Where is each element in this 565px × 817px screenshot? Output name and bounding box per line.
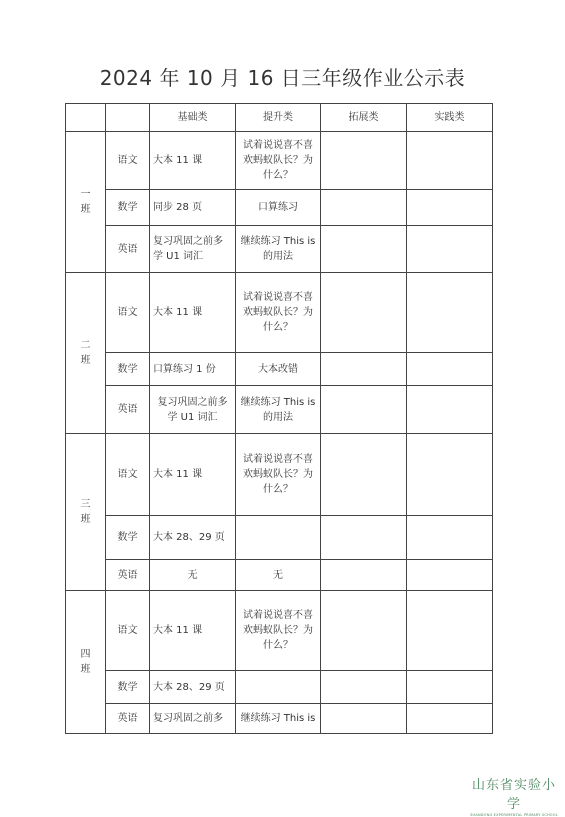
class-name-line: 三 (80, 499, 91, 510)
subject-cell: 语文 (106, 132, 150, 190)
subject-cell: 英语 (106, 226, 150, 273)
basic-cell: 大本 11 课 (150, 434, 236, 516)
header-extend: 拓展类 (321, 104, 407, 132)
subject-cell: 数学 (106, 353, 150, 386)
page-title: 2024 年 10 月 16 日三年级作业公示表 (99, 66, 466, 90)
practice-cell (407, 704, 493, 734)
table-row (66, 560, 493, 591)
extend-cell (321, 353, 407, 386)
extend-cell (321, 560, 407, 591)
basic-cell: 大本 28、29 页 (150, 516, 236, 560)
class-name-line: 二 (80, 340, 91, 351)
header-improve: 提升类 (236, 104, 321, 132)
table-row (66, 353, 493, 386)
table-row (66, 190, 493, 226)
extend-cell (321, 516, 407, 560)
table-row (66, 132, 493, 190)
school-name-en: SHANDONG EXPERIMENTAL PRIMARY SCHOOL (470, 813, 558, 817)
class-name-line: 班 (80, 664, 91, 675)
improve-cell: 继续练习 This is 的用法 (236, 386, 321, 434)
practice-cell (407, 132, 493, 190)
extend-cell (321, 671, 407, 704)
improve-cell: 试着说说喜不喜欢蚂蚁队长？为什么？ (236, 273, 321, 353)
improve-cell: 试着说说喜不喜欢蚂蚁队长？为什么？ (236, 591, 321, 671)
header-cell-blank-2 (106, 104, 150, 132)
practice-cell (407, 386, 493, 434)
class-name-cell (66, 591, 106, 734)
subject-cell: 语文 (106, 273, 150, 353)
subject-cell: 语文 (106, 434, 150, 516)
basic-cell: 同步 28 页 (150, 190, 236, 226)
subject-cell: 数学 (106, 190, 150, 226)
improve-cell: 大本改错 (236, 353, 321, 386)
practice-cell (407, 353, 493, 386)
practice-cell (407, 434, 493, 516)
practice-cell (407, 273, 493, 353)
subject-cell: 英语 (106, 386, 150, 434)
homework-table (65, 103, 493, 734)
class-name-line: 班 (80, 204, 91, 215)
class-name-line: 班 (80, 514, 91, 525)
extend-cell (321, 591, 407, 671)
school-name-cn: 山东省实验小学 (471, 778, 556, 812)
basic-cell: 大本 28、29 页 (150, 671, 236, 704)
basic-cell: 复习巩固之前多 (150, 704, 236, 734)
basic-cell: 大本 11 课 (150, 132, 236, 190)
basic-cell: 无 (150, 560, 236, 591)
table-row (66, 434, 493, 516)
extend-cell (321, 273, 407, 353)
basic-cell: 大本 11 课 (150, 591, 236, 671)
school-logo-watermark (466, 774, 562, 817)
class-name-cell (66, 434, 106, 591)
class-name-line: 班 (80, 355, 91, 366)
header-practice: 实践类 (407, 104, 493, 132)
class-name-line: 四 (80, 649, 91, 660)
extend-cell (321, 190, 407, 226)
header-basic: 基础类 (150, 104, 236, 132)
class-name-line: 一 (80, 189, 91, 200)
table-row (66, 386, 493, 434)
practice-cell (407, 226, 493, 273)
practice-cell (407, 671, 493, 704)
table-row (66, 273, 493, 353)
table-row (66, 226, 493, 273)
extend-cell (321, 386, 407, 434)
improve-cell: 继续练习 This is 的用法 (236, 226, 321, 273)
basic-cell: 大本 11 课 (150, 273, 236, 353)
practice-cell (407, 190, 493, 226)
subject-cell: 数学 (106, 671, 150, 704)
practice-cell (407, 591, 493, 671)
extend-cell (321, 132, 407, 190)
subject-cell: 数学 (106, 516, 150, 560)
improve-cell (236, 671, 321, 704)
class-name-cell (66, 132, 106, 273)
improve-cell: 继续练习 This is (236, 704, 321, 734)
extend-cell (321, 704, 407, 734)
improve-cell: 试着说说喜不喜欢蚂蚁队长？为什么？ (236, 132, 321, 190)
table-row (66, 591, 493, 671)
basic-cell: 复习巩固之前多学 U1 词汇 (150, 386, 236, 434)
basic-cell: 复习巩固之前多学 U1 词汇 (150, 226, 236, 273)
practice-cell (407, 560, 493, 591)
header-row (66, 104, 493, 132)
improve-cell: 试着说说喜不喜欢蚂蚁队长？为什么？ (236, 434, 321, 516)
subject-cell: 英语 (106, 704, 150, 734)
subject-cell: 语文 (106, 591, 150, 671)
header-cell-blank-1 (66, 104, 106, 132)
subject-cell: 英语 (106, 560, 150, 591)
table-row (66, 516, 493, 560)
practice-cell (407, 516, 493, 560)
table-row (66, 704, 493, 734)
improve-cell: 无 (236, 560, 321, 591)
improve-cell: 口算练习 (236, 190, 321, 226)
basic-cell: 口算练习 1 份 (150, 353, 236, 386)
improve-cell (236, 516, 321, 560)
table-row (66, 671, 493, 704)
extend-cell (321, 226, 407, 273)
extend-cell (321, 434, 407, 516)
class-name-cell (66, 273, 106, 434)
